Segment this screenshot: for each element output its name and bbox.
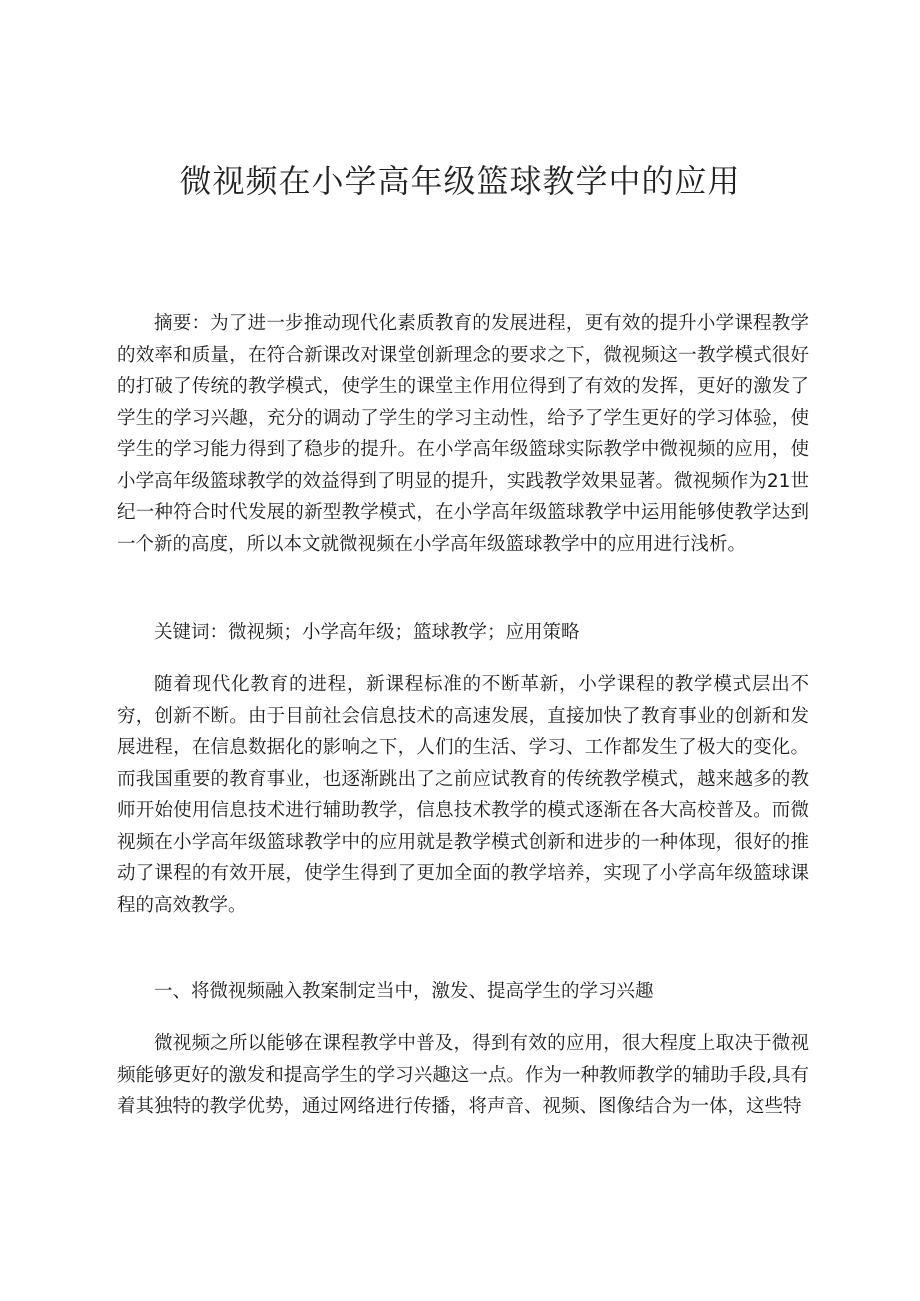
abstract-paragraph: 摘要：为了进一步推动现代化素质教育的发展进程，更有效的提升小学课程教学的效率和质量，在符合新课改对课堂创新理念的要求之下，微视频这一教学模式很好的打破了传统的教学模式，使学生的课堂主作用位得到了有效的发挥，更好的激发了学生的学习兴趣，充分的调动了学生的学习主动性，给予了学生更好的学习体验，使学生的学习能力得到了稳步的提升。在小学高年级篮球实际教学中微视频的应用，使小学高年级篮球教学的效益得到了明显的提升，实践教学效果显著。微视频作为21世纪一种符合时代发展的新型教学模式，在小学高年级篮球教学中运用能够使教学达到一个新的高度，所以本文就微视频在小学高年级篮球教学中的应用进行浅析。 xyxy=(117,313,809,555)
keywords-paragraph: 关键词：微视频；小学高年级；篮球教学；应用策略 xyxy=(154,622,580,643)
section-paragraph: 微视频之所以能够在课程教学中普及，得到有效的应用，很大程度上取决于微视频能够更好的激发和提高学生的学习兴趣这一点。作为一种教师教学的辅助手段,具有着其独特的教学优势，通过网络进行传播，将声音、视频、图像结合为一体，这些特 xyxy=(117,1033,809,1117)
intro-paragraph: 随着现代化教育的进程，新课程标准的不断革新，小学课程的教学模式层出不穷，创新不断。由于目前社会信息技术的高速发展，直接加快了教育事业的创新和发展进程，在信息数据化的影响之下，人们的生活、学习、工作都发生了极大的变化。而我国重要的教育事业，也逐渐跳出了之前应试教育的传统教学模式，越来越多的教师开始使用信息技术进行辅助教学，信息技术教学的模式逐渐在各大高校普及。而微视频在小学高年级篮球教学中的应用就是教学模式创新和进步的一种体现，很好的推动了课程的有效开展，使学生得到了更加全面的教学培养，实现了小学高年级篮球课程的高效教学。 xyxy=(117,674,809,916)
section-heading: 一、将微视频融入教案制定当中，激发、提高学生的学习兴趣 xyxy=(154,981,654,1002)
document-title: 微视频在小学高年级篮球教学中的应用 xyxy=(179,162,741,200)
